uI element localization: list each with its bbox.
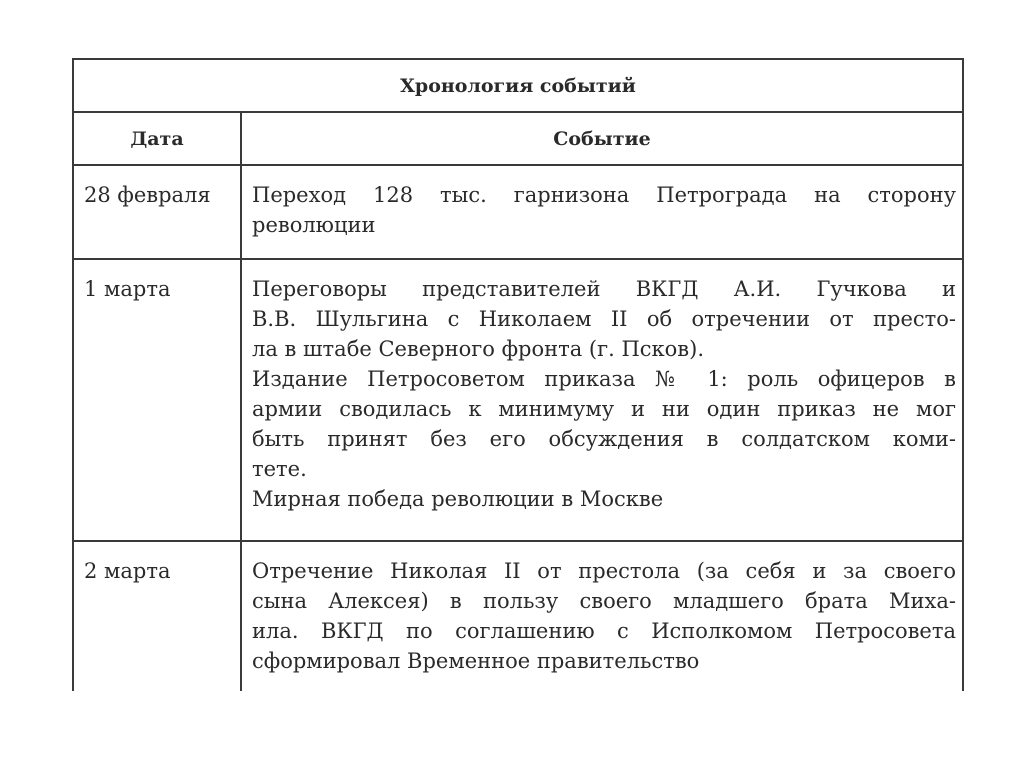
row-date: 2 марта xyxy=(84,559,171,583)
event-line: армии сводилась к минимуму и ни один приказ не мог xyxy=(252,397,956,421)
table-row xyxy=(74,166,962,260)
table-title xyxy=(74,60,962,113)
event-line: быть принят без его обсуждения в солдатском коми- xyxy=(252,427,956,451)
event-line: Мирная победа революции в Москве xyxy=(252,487,664,511)
row-date: 28 февраля xyxy=(84,183,211,207)
event-line: сформировал Временное правительство xyxy=(252,649,700,673)
event-line: В.В. Шульгина с Николаем II об отречении от престо- xyxy=(252,307,956,331)
event-line: Отречение Николая II от престола (за себя и за своего xyxy=(252,559,956,583)
event-line: революции xyxy=(252,213,376,237)
table-row xyxy=(74,542,962,693)
header-date: Дата xyxy=(130,127,184,150)
event-line: тете. xyxy=(252,457,307,481)
table-header-row xyxy=(74,113,962,166)
row-event xyxy=(252,180,956,240)
event-line: ла в штабе Северного фронта (г. Псков). xyxy=(252,337,705,361)
table-row xyxy=(74,260,962,542)
row-event xyxy=(252,556,956,676)
event-line: ила. ВКГД по соглашению с Исполкомом Петросовета xyxy=(252,619,956,643)
table-title-text: Хронология событий xyxy=(400,74,636,97)
event-line: Издание Петросоветом приказа № 1: роль офицеров в xyxy=(252,367,956,391)
row-event xyxy=(252,274,956,514)
event-line: Переговоры представителей ВКГД А.И. Гучкова и xyxy=(252,277,956,301)
event-line: Переход 128 тыс. гарнизона Петрограда на сторону xyxy=(252,183,956,207)
header-event: Событие xyxy=(553,127,651,150)
row-date: 1 марта xyxy=(84,277,171,301)
event-line: сына Алексея) в пользу своего младшего брата Миха- xyxy=(252,589,956,613)
chronology-table xyxy=(72,58,964,691)
